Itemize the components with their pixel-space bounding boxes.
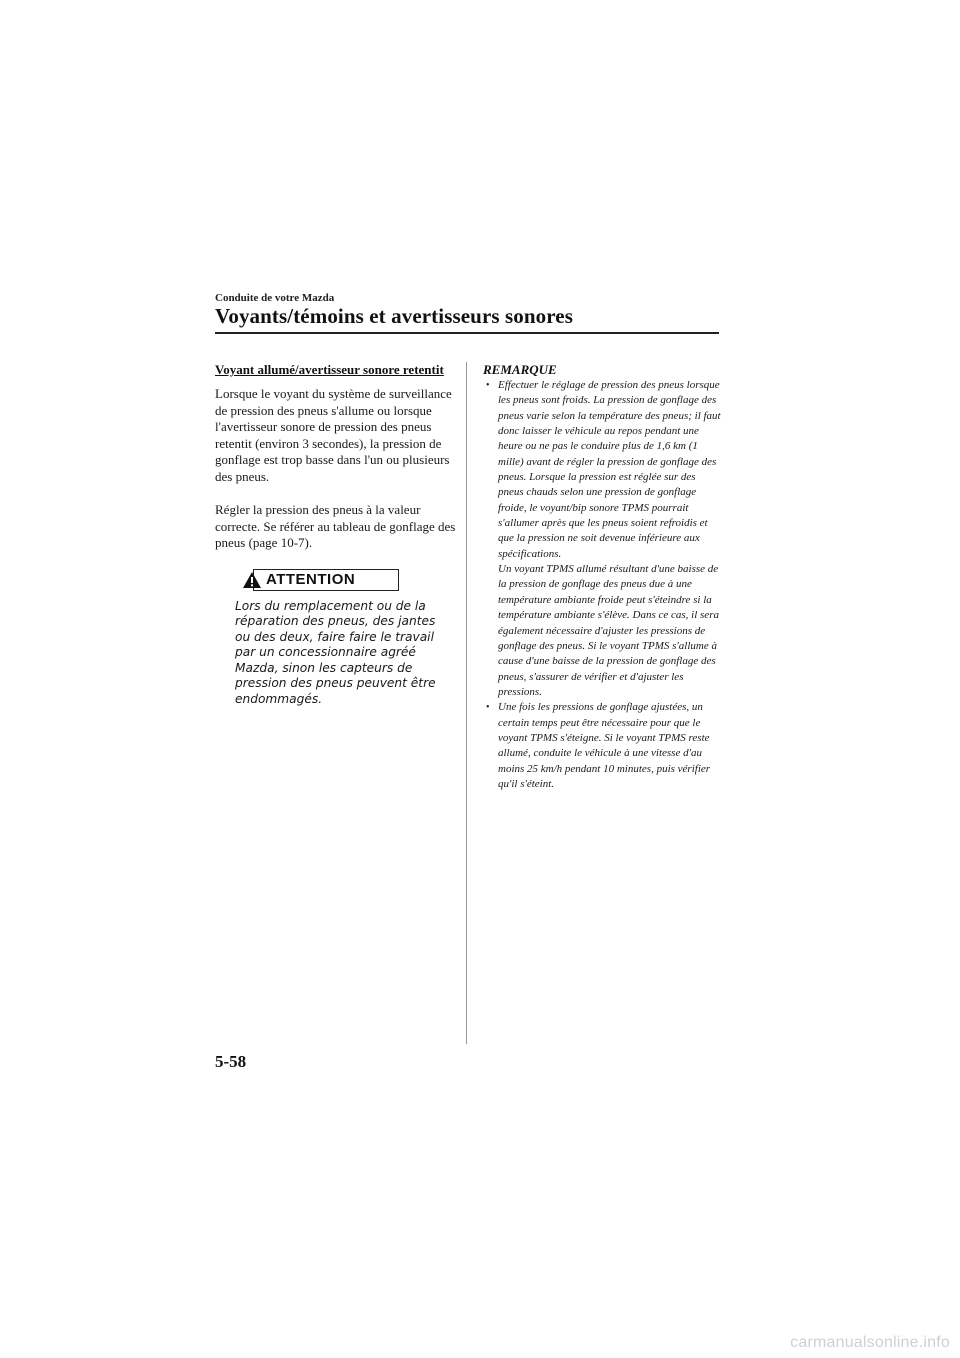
page-number: 5-58: [215, 1052, 247, 1071]
left-column: [215, 362, 457, 708]
subheading: Voyant allumé/avertisseur sonore retentit: [215, 362, 444, 377]
note-heading: REMARQUE: [483, 362, 557, 377]
list-item: [483, 700, 721, 792]
note-list: [483, 378, 721, 792]
attention-label: ATTENTION: [266, 571, 356, 588]
body-paragraph-2: Régler la pression des pneus à la valeur correcte. Se référer au tableau de gonflage des pneus (page 10-7).: [215, 502, 456, 550]
bullet-icon: •: [486, 702, 490, 714]
header-rule: [215, 332, 719, 334]
note-text: Une fois les pressions de gonflage ajustées, un certain temps peut être nécessaire pour que le voyant TPMS s'éteigne. Si le voyant TPMS reste allumé, conduite le véhicule à une vitesse d'au moins 25 km/h pendant 10 minutes, puis vérifier qu'il s'éteint.: [498, 701, 711, 790]
attention-text: Lors du remplacement ou de la réparation des pneus, des jantes ou des deux, faire faire le travail par un concessionnaire agréé Mazda, sinon les capteurs de pression des pneus peuvent être endommagés.: [235, 598, 436, 707]
column-divider: [466, 362, 467, 1044]
warning-triangle-icon: [242, 571, 262, 589]
list-item: [483, 378, 721, 700]
note-text: Un voyant TPMS allumé résultant d'une baisse de la pression de gonflage des pneus due à une température ambiante froide peut s'éteindre si la température ambiante s'élève. Dans ce cas, il sera également nécessaire d'ajuster les pressions de gonflage des pneus. Si le voyant TPMS s'allume à cause d'une baisse de la pression de gonflage des pneus, s'assurer de vérifier et d'ajuster les pressions.: [498, 563, 719, 698]
attention-box: [253, 569, 399, 591]
section-label: Conduite de votre Mazda: [215, 292, 335, 304]
watermark: carmanualsonline.info: [790, 1334, 950, 1351]
right-column: [483, 362, 721, 792]
note-text: Effectuer le réglage de pression des pneus lorsque les pneus sont froids. La pression de gonflage des pneus varie selon la température des pneus; il faut donc laisser le véhicule au repos pendant une heure ou ne pas le conduire plus de 1,6 km (1 mille) avant de régler la pression de gonflage des pneus. Lorsque la pression est réglée sur des pneus chauds selon une pression de gonflage froide, le voyant/bip sonore TPMS pourrait s'allumer après que les pneus soient refroidis et que la pression ne soit devenue inférieure aux spécifications.: [498, 379, 721, 560]
body-paragraph-1: Lorsque le voyant du système de surveillance de pression des pneus s'allume ou lorsque l'avertisseur sonore de pression des pneus retentit (environ 3 secondes), la pression de gonflage est trop basse dans l'un ou plusieurs des pneus.: [215, 386, 452, 484]
bullet-icon: •: [486, 380, 490, 391]
chapter-title: Voyants/témoins et avertisseurs sonores: [215, 304, 573, 328]
